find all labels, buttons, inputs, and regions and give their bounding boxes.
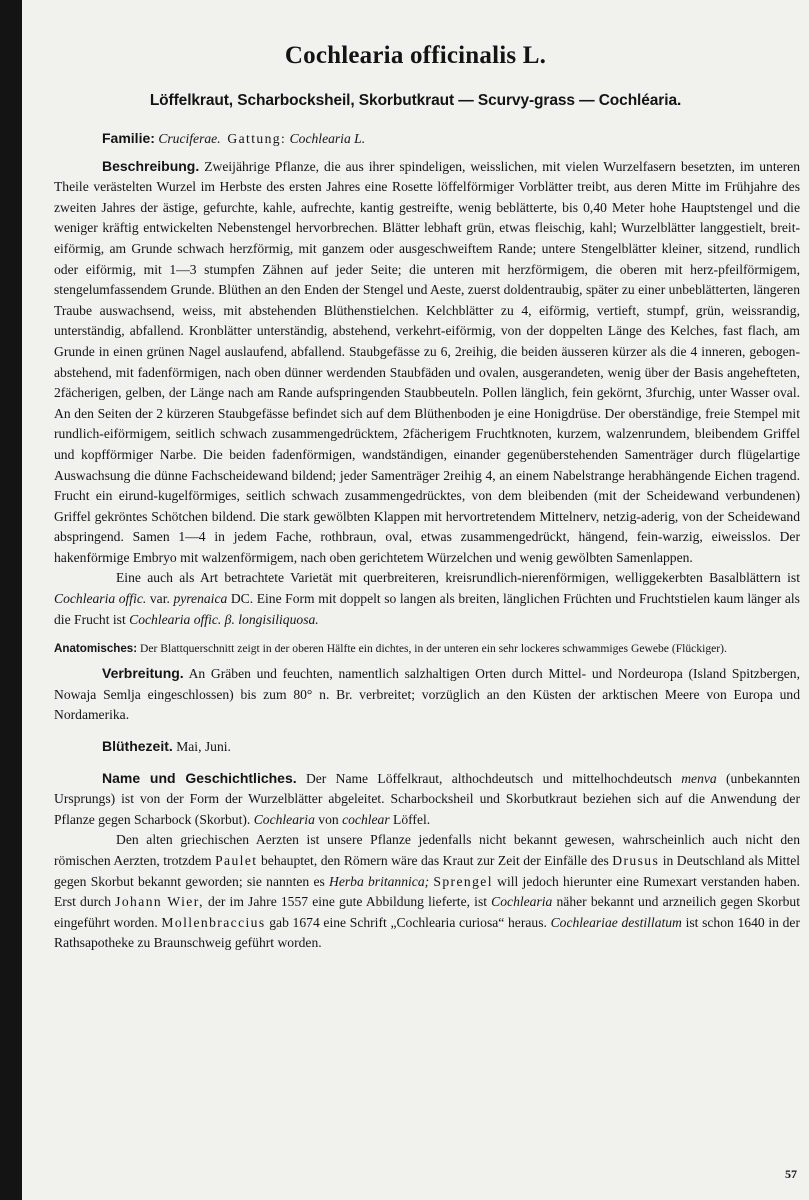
person-drusus: Drusus: [612, 853, 660, 868]
cochlear-word: cochlear: [342, 811, 390, 827]
person-mollenbraccius: Mollenbraccius: [161, 914, 266, 930]
person-wier: Johann Wier,: [115, 894, 204, 910]
species-name: Cochlearia offic.: [54, 591, 147, 607]
gattung-label: Gattung:: [227, 131, 287, 146]
history-text-8: ist schon 1640 in der Rathsapotheke zu Braunschweig geführt worden.: [54, 914, 800, 951]
familie-label: Familie:: [102, 130, 155, 146]
common-names-subtitle: Löffelkraut, Scharbocksheil, Skorbutkraut — Scurvy-grass — Cochléaria.: [149, 92, 682, 109]
name-text-2: (unbekannten Ursprungs) ist von der Form der Wurzelblätter abgeleitet. Scharbocksheil und Skorbutkraut beziehen sich auf die Anwendung der Pflanze gegen Scharbock (Skorbut).: [54, 770, 801, 827]
page-number: 57: [785, 1167, 797, 1181]
beschreibung-paragraph: [54, 156, 800, 569]
history-text-3: in Deutschland als Mittel gegen Skorbut bekannt geworden; sie nannten es: [54, 853, 801, 889]
name-paragraph: [54, 768, 800, 831]
familie-value: Cruciferae.: [158, 131, 221, 146]
history-text-5: der im Jahre 1557 eine gute Abbildung lieferte, ist: [208, 894, 488, 910]
anatomisches-text: Der Blattquerschnitt zeigt in der oberen Hälfte ein dichtes, in der unteren ein sehr lockeres schwammiges Gewebe (Flückiger).: [140, 642, 727, 656]
cochleariae-destillatum: Cochleariae destillatum: [550, 914, 682, 930]
varietaet-paragraph: [54, 568, 800, 630]
bluethezeit-text: Mai, Juni.: [176, 739, 231, 755]
cochlearia-word-2: Cochlearia: [491, 894, 553, 910]
verbreitung-text: An Gräben und feuchten, namentlich salzhaltigen Orten durch Mittel- und Nordeuropa (Island Spitzbergen, Nowaja Semlja eingeschlossen) bis zum 80° n. Br. verbreitet; vorzüglich an den Küsten der arktischen Meere von Europa und Nordamerika.: [54, 666, 800, 723]
familie-line: [54, 128, 800, 150]
loeffel-word: Löffel.: [393, 811, 431, 827]
book-page: [22, 0, 809, 1200]
history-text-7: gab 1674 eine Schrift „Cochlearia curiosa“ heraus.: [269, 914, 547, 930]
herba-britannica: Herba britannica;: [329, 873, 430, 889]
geschichte-paragraph: [54, 830, 800, 954]
article-body: [54, 128, 800, 954]
varietaet-text: Eine auch als Art betrachtete Varietät mit querbreiteren, kreisrundlich-nierenförmigen, welliggekerbten Basalblättern ist: [116, 570, 800, 586]
form-text: DC. Eine Form mit doppelt so langen als breiten, länglichen Früchten und Fruchtstielen kaum länger als die Frucht ist: [54, 591, 800, 627]
history-text: Den alten griechischen Aerzten ist unsere Pflanze jedenfalls nicht bekannt gewesen, wahrscheinlich auch nicht den römischen Aerzten, trotzdem: [54, 832, 800, 868]
von-word: von: [318, 811, 339, 827]
person-sprengel: Sprengel: [433, 873, 493, 889]
verbreitung-paragraph: [54, 663, 800, 726]
anatomisches-label: Anatomisches:: [54, 642, 138, 656]
bluethezeit-paragraph: [54, 736, 800, 758]
bluethezeit-heading: Blüthezeit.: [102, 738, 173, 755]
form-name: Cochlearia offic. β. longisiliquosa.: [129, 611, 319, 627]
variety-name: pyrenaica: [173, 591, 228, 607]
anatomisches-paragraph: [54, 640, 800, 657]
name-text: Der Name Löffelkraut, althochdeutsch und mittelhochdeutsch: [305, 770, 672, 786]
history-text-6: näher bekannt und arzneilich gegen Skorbut eingeführt worden.: [54, 894, 800, 930]
gattung-value: Cochlearia L.: [289, 131, 366, 146]
beschreibung-text: Zweijährige Pflanze, die aus ihrer spindeligen, weisslichen, mit vielen Wurzelfasern besetzten, im unteren Theile verästelten Wurzel im Herbste des ersten Jahres eine Rosette löffelförmiger Vorblätter treibt, aus deren Mitte im Frühjahre des zweiten Jahres der ästige, gefurchte, kahle, aufrechte, kantig gestreifte, wenig beblätterte, bis 0,40 Meter hohe Hauptstengel und die weniger kräftig entwickelten Nebenstengel hervorbrechen. Blätter lebhaft grün, etwas fleischig, kahl; Wurzelblätter langgestielt, breit-eiförmig, am Grunde schwach herzförmig, mit ganzem oder ausgeschweiftem Rande; untere Stengelblätter kleiner, sitzend, rundlich oder eiförmig, mit 1—3 stumpfen Zähnen auf jeder Seite; die unteren mit herzförmigem, die oberen mit herz-pfeilförmigem, stengelumfassendem Grunde. Blüthen an den Enden der Stengel und Aeste, zuerst doldentraubig, später zu einer unbeblätterten, längeren Traube auswachsend, weiss, mit abstehenden Blüthenstielchen. Kelchblätter zu 4, eiförmig, vertieft, stumpf, grün, weissrandig, unterständig, abfallend. Kronblätter unterständig, abstehend, verkehrt-eiförmig, von der doppelten Länge des Kelches, fast flach, am Grunde in einen grünen Nagel auslaufend, abfallend. Staubgefässe zu 6, 2reihig, die beiden äusseren kürzer als die 4 inneren, gebogen-abstehend, mit fadenförmigen, nach oben dünner werdenden Staubfäden und ovalen, ausgerandeten, wenig über der Basis angehefteten, 2fächerigen, gelben, der Länge nach am Rande aufspringenden Staubbeuteln. Pollen länglich, fein gekörnt, 3furchig, unter Wasser oval. An den Seiten der 2 kürzeren Staubgefässe befindet sich auf dem Blüthenboden je eine Honigdrüse. Der oberständige, freie Stempel mit rundlich-eiförmigem, seitlich schwach zusammengedrücktem, 2fächerigem Fruchtknoten, kurzem, walzenrundem, bleibendem Griffel und kopfförmiger Narbe. Die beiden fadenförmigen, wandständigen, einander gegenüberstehenden Samenträger durch flügelartige Auswachsung die dünne Fachscheidewand bildend; jeder Samenträger 2reihig 4, an einem Nabelstrange herabhängende Eichen tragend. Frucht ein eirund-kugelförmiges, seitlich schwach zusammengedrücktes, von dem bleibenden (mit der Scheidewand verbundenen) Griffel gekröntes Schötchen bildend. Die stark gewölbten Klappen mit hervortretendem Mittelnerv, netzig-aderig, von der Scheidewand abspringend. Samen 1—4 in jedem Fache, rothbraun, oval, etwas zusammengedrückt, hängend, fein-warzig, eiweisslos. Der hakenförmige Embryo mit walzenförmigem, nach oben gerichtetem Würzelchen und wenig gewölbten Samenlappen.: [54, 158, 800, 565]
history-text-4: will jedoch hierunter eine Rumexart verstanden haben. Erst durch: [54, 873, 800, 910]
person-paulet: Paulet: [215, 853, 258, 868]
cochlearia-word: Cochlearia: [253, 811, 315, 827]
beschreibung-heading: Beschreibung.: [102, 157, 200, 174]
history-text-2: behauptet, den Römern wäre das Kraut zur Zeit der Einfälle des: [260, 853, 609, 868]
name-heading: Name und Geschichtliches.: [102, 769, 297, 786]
verbreitung-heading: Verbreitung.: [102, 665, 184, 682]
var-label: var.: [149, 591, 170, 607]
page-title: Cochlearia officinalis L.: [284, 42, 547, 69]
menva-word: menva: [681, 770, 717, 786]
